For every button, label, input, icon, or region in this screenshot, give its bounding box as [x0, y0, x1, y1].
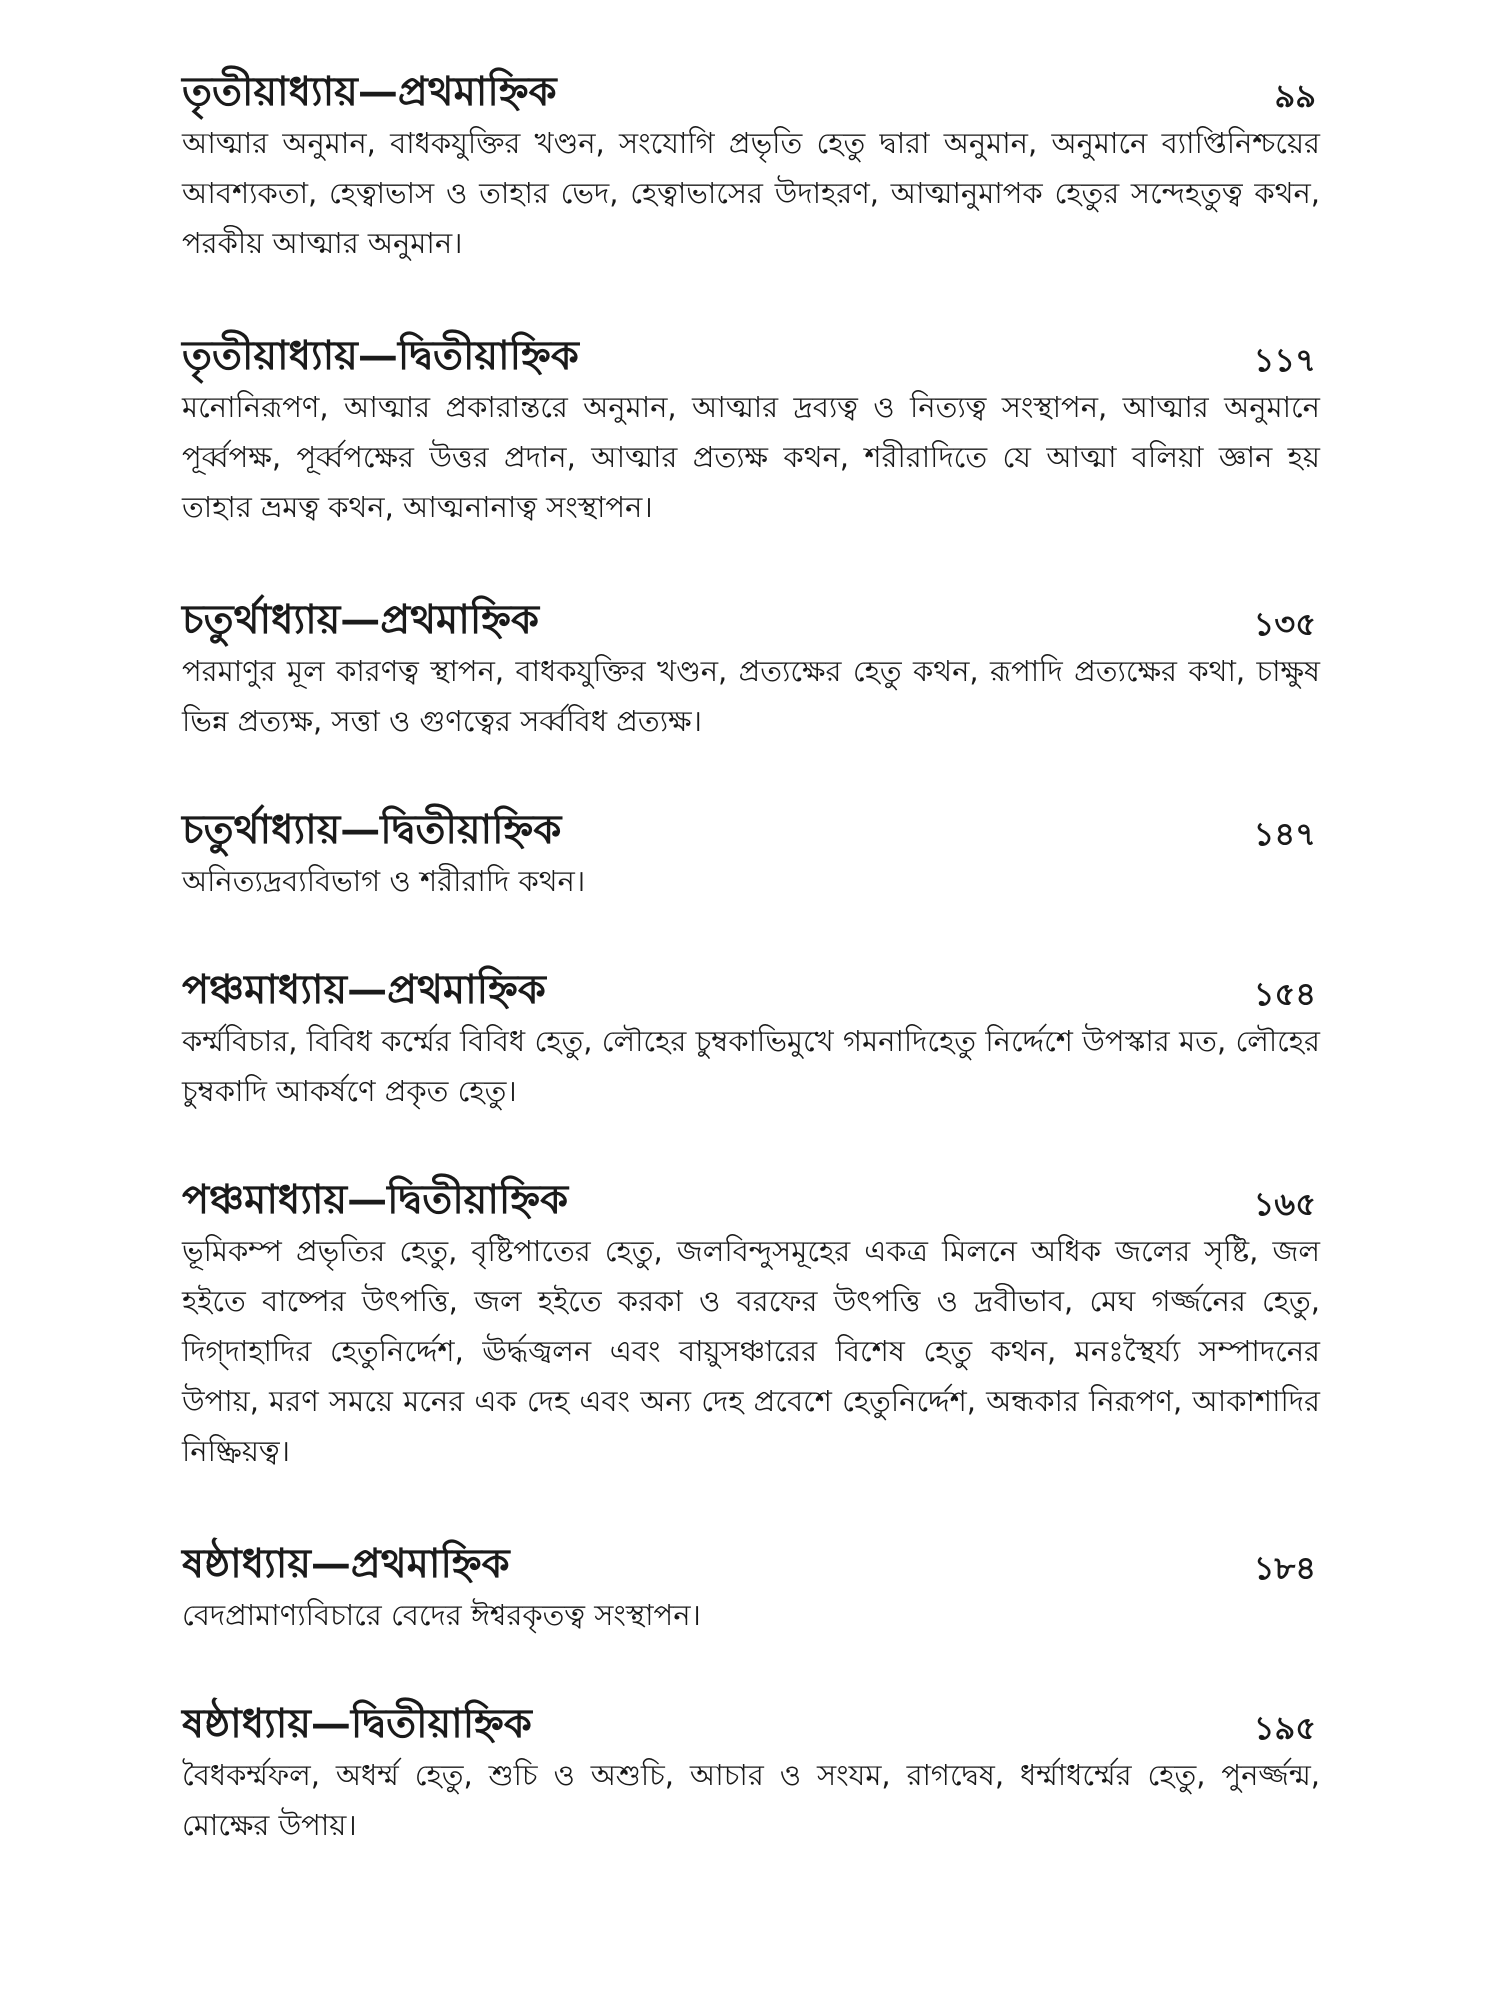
chapter-title: পঞ্চমাধ্যায়—দ্বিতীয়াহ্নিক: [182, 1176, 569, 1223]
chapter-summary: পরমাণুর মূল কারণত্ব স্থাপন, বাধকযুক্তির খণ্ডন, প্রত্যক্ষের হেতু কথন, রূপাদি প্রত্যক্ষের কথা, চাক্ষুষ ভিন্ন প্রত্যক্ষ, সত্তা ও গুণত্বের সর্ব্ববিধ প্রত্যক্ষ।: [182, 654, 1320, 738]
toc-entry-heading: [182, 1158, 1320, 1223]
toc-entry-heading: [182, 1522, 1320, 1587]
chapter-title: চতুর্থাধ্যায়—প্রথমাহ্নিক: [182, 596, 540, 643]
chapter-summary: ভূমিকম্প প্রভৃতির হেতু, বৃষ্টিপাতের হেতু, জলবিন্দুসমূহের একত্র মিলনে অধিক জলের সৃষ্টি, জল হইতে বাষ্পের উৎপত্তি, জল হইতে করকা ও বরফের উৎপত্তি ও দ্রবীভাব, মেঘ গর্জ্জনের হেতু, দিগ্‌দাহাদির হেতুনির্দ্দেশ, ঊর্দ্ধজ্বলন এবং বায়ুসঞ্চারের বিশেষ হেতু কথন, মনঃস্থৈর্য্য সম্পাদনের উপায়, মরণ সময়ে মনের এক দেহ এবং অন্য দেহ প্রবেশে হেতুনির্দ্দেশ, অন্ধকার নিরূপণ, আকাশাদির নিষ্ক্রিয়ত্ব।: [182, 1234, 1320, 1468]
chapter-title: তৃতীয়াধ্যায়—প্রথমাহ্নিক: [182, 68, 557, 115]
chapter-summary: কর্ম্মবিচার, বিবিধ কর্ম্মের বিবিধ হেতু, লৌহের চুম্বকাভিমুখে গমনাদিহেতু নির্দ্দেশে উপস্কার মত, লৌহের চুম্বকাদি আকর্ষণে প্রকৃত হেতু।: [182, 1024, 1320, 1108]
toc-entry: [182, 788, 1320, 906]
chapter-summary: আত্মার অনুমান, বাধকযুক্তির খণ্ডন, সংযোগি প্রভৃতি হেতু দ্বারা অনুমান, অনুমানে ব্যাপ্তিনিশ্চয়ের আবশ্যকতা, হেত্বাভাস ও তাহার ভেদ, হেত্বাভাসের উদাহরণ, আত্মানুমাপক হেতুর সন্দেহতুত্ব কথন, পরকীয় আত্মার অনুমান।: [182, 126, 1320, 260]
toc-entry-heading: [182, 50, 1320, 115]
toc-entry-heading: [182, 314, 1320, 379]
toc-entry: [182, 1682, 1320, 1850]
toc-entry: [182, 1158, 1320, 1476]
chapter-title: চতুর্থাধ্যায়—দ্বিতীয়াহ্নিক: [182, 806, 562, 853]
divider-space: [182, 906, 1320, 948]
chapter-title: তৃতীয়াধ্যায়—দ্বিতীয়াহ্নিক: [182, 332, 579, 379]
page-number: ৯৯: [1274, 77, 1316, 115]
page-number: ১৩৫: [1253, 605, 1316, 643]
divider-space: [182, 268, 1320, 314]
page-number: ১৮৪: [1253, 1549, 1316, 1587]
divider-space: [182, 1476, 1320, 1522]
page-number: ১৬৫: [1253, 1185, 1316, 1223]
chapter-title: ষষ্ঠাধ্যায়—দ্বিতীয়াহ্নিক: [182, 1700, 532, 1747]
toc-entry-heading: [182, 1682, 1320, 1747]
chapter-title: পঞ্চমাধ্যায়—প্রথমাহ্নিক: [182, 966, 546, 1013]
page-number: ১৯৫: [1253, 1709, 1316, 1747]
toc-entry: [182, 314, 1320, 532]
toc-entry: [182, 50, 1320, 268]
table-of-contents: [182, 50, 1320, 1850]
toc-entry: [182, 578, 1320, 746]
page-number: ১৫৪: [1253, 975, 1316, 1013]
chapter-summary: বেদপ্রামাণ্যবিচারে বেদের ঈশ্বরকৃতত্ব সংস্থাপন।: [182, 1598, 701, 1632]
chapter-title: ষষ্ঠাধ্যায়—প্রথমাহ্নিক: [182, 1540, 510, 1587]
toc-entry-heading: [182, 948, 1320, 1013]
toc-entry-heading: [182, 578, 1320, 643]
toc-entry: [182, 948, 1320, 1116]
toc-entry: [182, 1522, 1320, 1640]
page-number: ১৪৭: [1253, 815, 1316, 853]
chapter-summary: অনিত্যদ্রব্যবিভাগ ও শরীরাদি কথন।: [182, 864, 586, 898]
divider-space: [182, 1116, 1320, 1158]
page-number: ১১৭: [1253, 341, 1316, 379]
divider-space: [182, 746, 1320, 788]
divider-space: [182, 532, 1320, 578]
chapter-summary: মনোনিরূপণ, আত্মার প্রকারান্তরে অনুমান, আত্মার দ্রব্যত্ব ও নিত্যত্ব সংস্থাপন, আত্মার অনুমানে পূর্ব্বপক্ষ, পূর্ব্বপক্ষের উত্তর প্রদান, আত্মার প্রত্যক্ষ কথন, শরীরাদিতে যে আত্মা বলিয়া জ্ঞান হয় তাহার ভ্রমত্ব কথন, আত্মনানাত্ব সংস্থাপন।: [182, 390, 1320, 524]
chapter-summary: বৈধকর্ম্মফল, অধর্ম্ম হেতু, শুচি ও অশুচি, আচার ও সংযম, রাগদ্বেষ, ধর্ম্মাধর্ম্মের হেতু, পুনর্জ্জন্ম, মোক্ষের উপায়।: [182, 1758, 1320, 1842]
divider-space: [182, 1640, 1320, 1682]
toc-entry-heading: [182, 788, 1320, 853]
